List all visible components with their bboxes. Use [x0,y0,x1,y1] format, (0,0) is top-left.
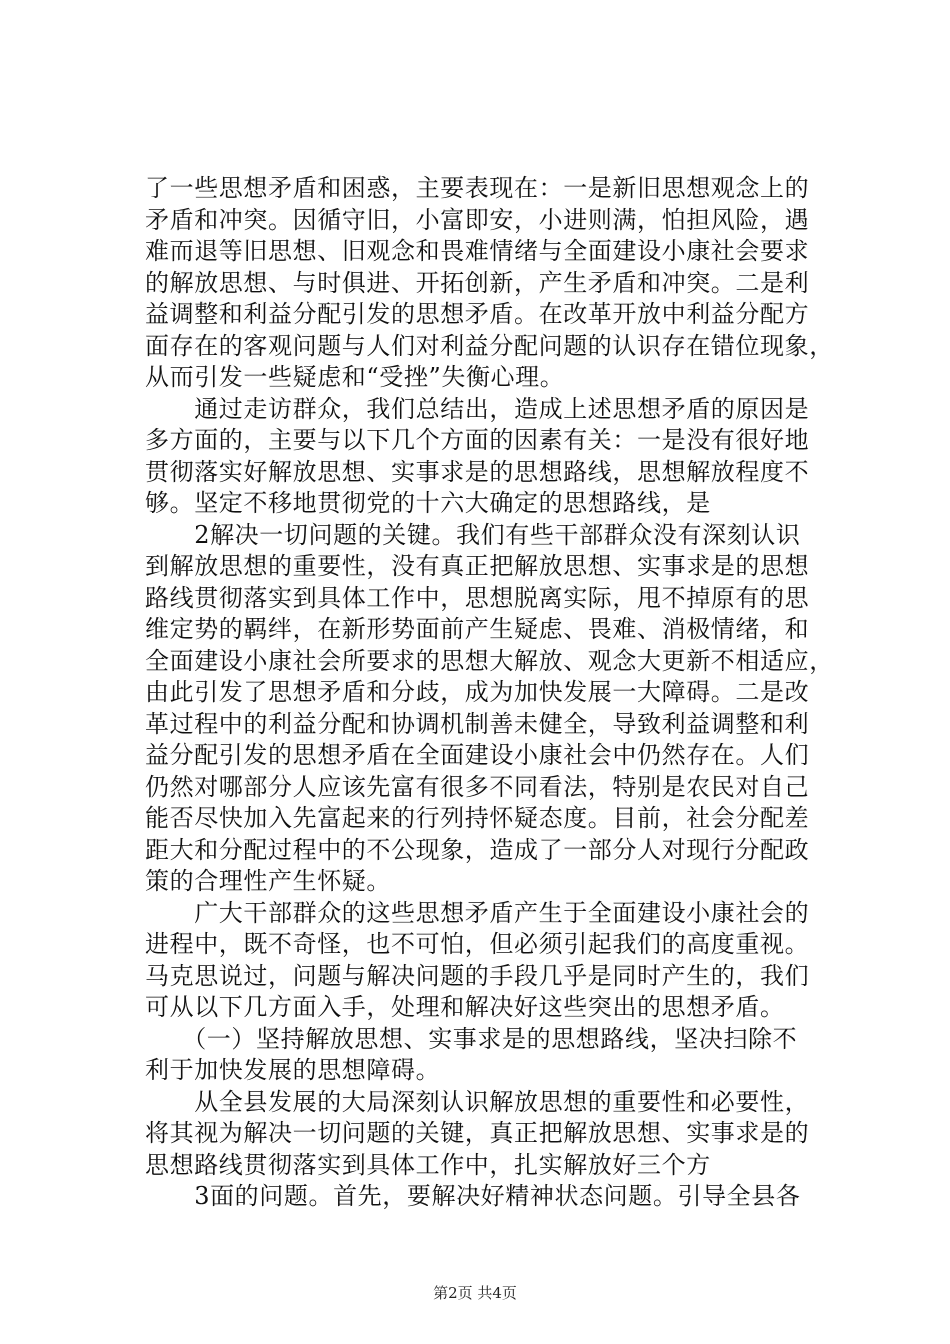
text-line: 的解放思想、与时俱进、开拓创新，产生矛盾和冲突。二是利 [145,268,810,297]
body-text [145,173,835,1213]
text-line: 可从以下几方面入手，处理和解决好这些突出的思想矛盾。 [145,993,785,1021]
text-line: 路线贯彻落实到具体工作中，思想脱离实际，甩不掉原有的思 [145,583,810,612]
page-footer: 第2页 共4页 [433,1284,517,1302]
text-line: 从全县发展的大局深刻认识解放思想的重要性和必要性， [145,1087,810,1116]
text-line: 维定势的羁绊，在新形势面前产生疑虑、畏难、消极情绪，和 [145,615,810,643]
text-line: 从而引发一些疑虑和“受挫”失衡心理。 [145,363,565,391]
text-line: 3面的问题。首先，要解决好精神状态问题。引导全县各 [145,1182,801,1210]
text-line: 到解放思想的重要性，没有真正把解放思想、实事求是的思想 [145,552,810,580]
text-line: 革过程中的利益分配和协调机制善未健全，导致利益调整和利 [145,709,810,738]
text-line: 思想路线贯彻落实到具体工作中，扎实解放好三个方 [145,1150,711,1179]
text-line: 能否尽快加入先富起来的行列持怀疑态度。目前，社会分配差 [145,804,810,832]
text-line: 进程中，既不奇怪，也不可怕，但必须引起我们的高度重视。 [145,930,810,958]
text-line: 2解决一切问题的关键。我们有些干部群众没有深刻认识 [145,520,801,549]
text-line: 多方面的，主要与以下几个方面的因素有关：一是没有很好地 [145,426,810,454]
text-line: 矛盾和冲突。因循守旧，小富即安，小进则满，怕担风险，遇 [145,205,810,234]
text-line: 利于加快发展的思想障碍。 [145,1056,441,1084]
text-line: 广大干部群众的这些思想矛盾产生于全面建设小康社会的 [145,898,810,927]
text-line: 了一些思想矛盾和困惑，主要表现在：一是新旧思想观念上的 [145,174,810,202]
text-line: 距大和分配过程中的不公现象，造成了一部分人对现行分配政 [145,835,810,864]
text-line: （一）坚持解放思想、实事求是的思想路线，坚决扫除不 [145,1024,798,1053]
text-line: 难而退等旧思想、旧观念和畏难情绪与全面建设小康社会要求 [145,237,810,265]
text-line: 够。坚定不移地贯彻党的十六大确定的思想路线，是 [145,489,711,517]
text-line: 将其视为解决一切问题的关键，真正把解放思想、实事求是的 [145,1119,810,1147]
text-line: 仍然对哪部分人应该先富有很多不同看法，特别是农民对自己 [145,772,810,801]
text-line: 益分配引发的思想矛盾在全面建设小康社会中仍然存在。人们 [145,741,810,769]
text-line: 全面建设小康社会所要求的思想大解放、观念大更新不相适应， [145,646,834,675]
text-line: 通过走访群众，我们总结出，造成上述思想矛盾的原因是 [145,394,810,423]
text-line: 策的合理性产生怀疑。 [145,867,391,895]
text-line: 益调整和利益分配引发的思想矛盾。在改革开放中利益分配方 [145,300,810,328]
text-line: 马克思说过，问题与解决问题的手段几乎是同时产生的，我们 [145,961,810,990]
text-line: 面存在的客观问题与人们对利益分配问题的认识存在错位现象， [145,331,834,360]
text-line: 由此引发了思想矛盾和分歧，成为加快发展一大障碍。二是改 [145,678,810,706]
text-line: 贯彻落实好解放思想、实事求是的思想路线，思想解放程度不 [145,457,810,486]
